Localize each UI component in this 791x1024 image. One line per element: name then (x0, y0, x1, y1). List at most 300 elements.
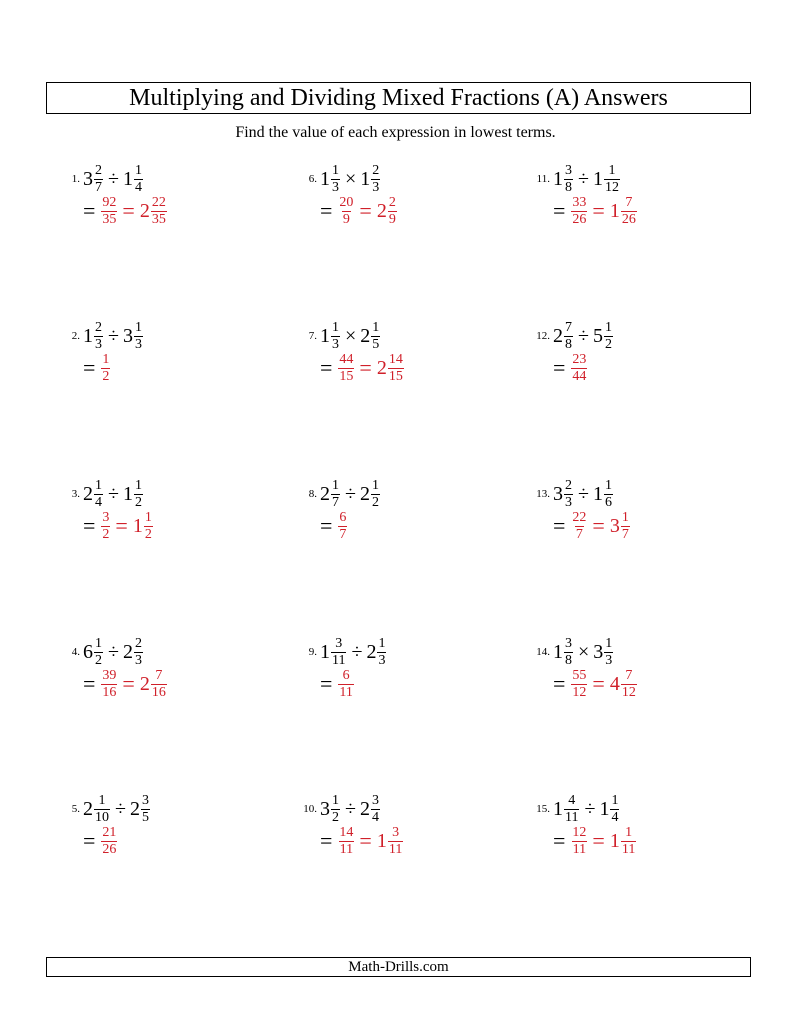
whole-number: 1 (83, 325, 93, 347)
whole-number: 1 (592, 168, 603, 190)
fraction (141, 794, 150, 825)
problem-expression (532, 320, 742, 352)
fraction (338, 669, 353, 700)
fraction (604, 637, 613, 668)
numerator: 14 (339, 824, 354, 840)
fraction (338, 353, 354, 384)
whole-number: 3 (83, 168, 93, 190)
operator: × (578, 641, 590, 663)
fraction (377, 637, 386, 668)
denominator: 6 (604, 494, 612, 510)
mixed-whole: 2 (376, 357, 387, 379)
problem-item (62, 636, 272, 700)
fraction (94, 794, 110, 825)
fraction (338, 511, 347, 542)
fraction (571, 669, 587, 700)
numerator: 3 (102, 509, 110, 525)
problem-number: 13. (536, 488, 550, 500)
problem-number: 8. (308, 488, 317, 500)
numerator: 1 (95, 635, 102, 651)
equals-sign: = (359, 355, 372, 380)
denominator: 4 (95, 494, 102, 510)
problem-item (532, 793, 742, 857)
denominator: 12 (572, 684, 587, 700)
problem-expression (299, 636, 509, 668)
equals-sign: = (83, 671, 96, 696)
fraction (621, 826, 636, 857)
operator: ÷ (578, 325, 589, 347)
fraction (371, 164, 380, 195)
numerator: 1 (134, 162, 142, 178)
whole-number: 2 (83, 483, 93, 505)
problem-answer (553, 668, 742, 700)
problem-answer (83, 668, 272, 700)
denominator: 8 (565, 179, 572, 195)
fraction (388, 196, 397, 227)
fraction (621, 511, 630, 542)
denominator: 2 (371, 494, 379, 510)
whole-number: 1 (360, 168, 371, 190)
fraction (571, 196, 587, 227)
denominator: 15 (339, 368, 354, 384)
fraction (101, 353, 110, 384)
whole-number: 1 (553, 641, 563, 663)
equals-sign: = (83, 828, 96, 853)
numerator: 1 (625, 824, 633, 840)
whole-number: 6 (83, 641, 93, 663)
fraction (338, 196, 354, 227)
denominator: 5 (141, 809, 149, 825)
fraction (134, 321, 143, 352)
denominator: 7 (575, 526, 583, 542)
numerator: 7 (625, 667, 633, 683)
fraction (564, 164, 573, 195)
fraction (101, 669, 117, 700)
problem-number: 6. (308, 173, 317, 185)
problem-expression (299, 163, 509, 195)
numerator: 1 (332, 792, 339, 808)
operator: ÷ (584, 798, 596, 820)
fraction (94, 637, 103, 668)
equals-sign: = (592, 671, 605, 696)
mixed-whole: 1 (132, 515, 143, 537)
equals-sign: = (553, 198, 566, 223)
problem-answer (320, 352, 509, 384)
equals-sign: = (592, 198, 605, 223)
problem-number: 14. (536, 646, 550, 658)
problem-item (299, 636, 509, 700)
equals-sign: = (83, 513, 96, 538)
numerator: 3 (565, 635, 572, 651)
fraction (621, 669, 637, 700)
equals-sign: = (320, 198, 333, 223)
operator: ÷ (351, 641, 363, 663)
fraction (331, 794, 340, 825)
numerator: 1 (144, 509, 152, 525)
numerator: 3 (565, 162, 572, 178)
fraction (371, 321, 380, 352)
fraction (331, 479, 340, 510)
denominator: 8 (565, 336, 572, 352)
fraction (571, 353, 587, 384)
problem-expression (62, 636, 272, 668)
fraction (571, 511, 587, 542)
denominator: 12 (604, 179, 619, 195)
numerator: 22 (151, 194, 166, 210)
numerator: 3 (371, 792, 379, 808)
numerator: 22 (572, 509, 587, 525)
equals-sign: = (83, 198, 96, 223)
numerator: 21 (102, 824, 117, 840)
equals-sign: = (592, 513, 605, 538)
mixed-whole: 2 (139, 673, 150, 695)
fraction (101, 826, 117, 857)
equals-sign: = (122, 671, 135, 696)
denominator: 11 (565, 809, 579, 825)
problem-expression (299, 478, 509, 510)
denominator: 3 (378, 652, 386, 668)
denominator: 7 (332, 494, 339, 510)
problem-number: 10. (303, 803, 317, 815)
whole-number: 2 (366, 641, 377, 663)
denominator: 2 (332, 809, 339, 825)
denominator: 2 (604, 336, 612, 352)
problem-expression (532, 793, 742, 825)
problem-answer (83, 510, 272, 542)
numerator: 1 (102, 351, 110, 367)
denominator: 26 (621, 211, 636, 227)
whole-number: 3 (593, 641, 604, 663)
problem-expression (62, 320, 272, 352)
problem-answer (320, 195, 509, 227)
numerator: 2 (388, 194, 396, 210)
numerator: 7 (625, 194, 633, 210)
numerator: 1 (371, 477, 379, 493)
operator: ÷ (108, 168, 119, 190)
whole-number: 5 (592, 325, 603, 347)
denominator: 4 (134, 179, 142, 195)
problem-expression (532, 478, 742, 510)
numerator: 39 (102, 667, 117, 683)
fraction (604, 164, 620, 195)
numerator: 12 (572, 824, 587, 840)
numerator: 1 (332, 319, 339, 335)
problem-item (299, 478, 509, 542)
denominator: 26 (102, 841, 117, 857)
fraction (571, 826, 587, 857)
denominator: 35 (102, 211, 117, 227)
whole-number: 1 (122, 168, 133, 190)
numerator: 1 (604, 477, 612, 493)
whole-number: 2 (553, 325, 563, 347)
fraction (144, 511, 153, 542)
operator: ÷ (345, 483, 356, 505)
numerator: 1 (98, 792, 106, 808)
numerator: 1 (134, 477, 142, 493)
fraction (134, 479, 143, 510)
numerator: 1 (372, 319, 380, 335)
problem-expression (62, 478, 272, 510)
denominator: 11 (339, 841, 354, 857)
problem-expression (62, 163, 272, 195)
operator: ÷ (108, 483, 119, 505)
numerator: 3 (392, 824, 400, 840)
operator: ÷ (578, 483, 589, 505)
fraction (94, 479, 103, 510)
problem-number: 9. (308, 646, 317, 658)
fraction (101, 196, 117, 227)
fraction (331, 321, 340, 352)
denominator: 3 (134, 336, 142, 352)
numerator: 44 (339, 351, 354, 367)
problem-answer (83, 352, 272, 384)
denominator: 11 (388, 841, 403, 857)
denominator: 3 (332, 336, 339, 352)
numerator: 33 (572, 194, 587, 210)
problem-answer (320, 510, 509, 542)
mixed-whole: 1 (609, 830, 620, 852)
fraction (564, 637, 573, 668)
operator: ÷ (115, 798, 126, 820)
denominator: 5 (372, 336, 380, 352)
fraction (621, 196, 637, 227)
whole-number: 2 (83, 798, 93, 820)
denominator: 2 (134, 494, 142, 510)
equals-sign: = (320, 513, 333, 538)
mixed-whole: 4 (609, 673, 620, 695)
operator: ÷ (108, 325, 119, 347)
numerator: 20 (339, 194, 354, 210)
denominator: 44 (572, 368, 587, 384)
fraction (101, 511, 110, 542)
mixed-whole: 1 (376, 830, 387, 852)
equals-sign: = (553, 828, 566, 853)
problem-answer (83, 825, 272, 857)
whole-number: 2 (360, 325, 371, 347)
equals-sign: = (553, 671, 566, 696)
problem-item (532, 163, 742, 227)
denominator: 3 (134, 652, 142, 668)
numerator: 1 (332, 477, 339, 493)
equals-sign: = (115, 513, 128, 538)
denominator: 4 (611, 809, 619, 825)
denominator: 12 (621, 684, 636, 700)
numerator: 1 (611, 792, 619, 808)
equals-sign: = (359, 828, 372, 853)
fraction (564, 479, 573, 510)
whole-number: 3 (122, 325, 133, 347)
whole-number: 2 (359, 798, 370, 820)
denominator: 35 (151, 211, 166, 227)
problem-expression (299, 793, 509, 825)
whole-number: 2 (320, 483, 330, 505)
numerator: 6 (339, 509, 347, 525)
whole-number: 3 (553, 483, 563, 505)
problem-expression (532, 163, 742, 195)
mixed-whole: 1 (609, 200, 620, 222)
whole-number: 1 (320, 641, 330, 663)
problem-item (299, 320, 509, 384)
problem-answer (553, 825, 742, 857)
problem-number: 4. (71, 646, 80, 658)
equals-sign: = (553, 513, 566, 538)
problem-number: 5. (71, 803, 80, 815)
fraction (331, 164, 340, 195)
footer: Math-Drills.com (46, 957, 751, 977)
mixed-whole: 3 (609, 515, 620, 537)
problem-item (62, 478, 272, 542)
fraction (338, 826, 354, 857)
instructions: Find the value of each expression in lowest terms. (235, 124, 556, 141)
problem-number: 2. (71, 330, 80, 342)
whole-number: 1 (320, 325, 330, 347)
numerator: 3 (335, 635, 343, 651)
denominator: 8 (565, 652, 572, 668)
problem-number: 15. (536, 803, 550, 815)
denominator: 2 (144, 526, 152, 542)
whole-number: 1 (592, 483, 603, 505)
fraction (604, 479, 613, 510)
denominator: 9 (388, 211, 396, 227)
numerator: 1 (378, 635, 386, 651)
numerator: 4 (568, 792, 576, 808)
numerator: 2 (134, 635, 142, 651)
denominator: 3 (95, 336, 102, 352)
numerator: 2 (565, 477, 572, 493)
problem-expression (532, 636, 742, 668)
problem-number: 7. (308, 330, 317, 342)
equals-sign: = (320, 828, 333, 853)
fraction (604, 321, 613, 352)
denominator: 3 (565, 494, 572, 510)
denominator: 4 (371, 809, 379, 825)
problem-answer (553, 195, 742, 227)
operator: × (345, 168, 357, 190)
numerator: 2 (95, 162, 102, 178)
denominator: 3 (372, 179, 380, 195)
fraction (564, 321, 573, 352)
problem-item (299, 793, 509, 857)
denominator: 11 (621, 841, 636, 857)
numerator: 55 (572, 667, 587, 683)
numerator: 92 (102, 194, 117, 210)
problem-item (62, 793, 272, 857)
problem-item (299, 163, 509, 227)
whole-number: 3 (320, 798, 330, 820)
whole-number: 2 (359, 483, 370, 505)
operator: ÷ (345, 798, 356, 820)
denominator: 26 (572, 211, 587, 227)
numerator: 3 (141, 792, 149, 808)
problem-expression (299, 320, 509, 352)
denominator: 11 (332, 652, 346, 668)
problem-expression (62, 793, 272, 825)
problem-answer (553, 352, 742, 384)
numerator: 1 (95, 477, 102, 493)
denominator: 16 (102, 684, 117, 700)
whole-number: 1 (553, 168, 563, 190)
whole-number: 1 (553, 798, 563, 820)
denominator: 7 (339, 526, 347, 542)
fraction (134, 637, 143, 668)
denominator: 15 (388, 368, 403, 384)
fraction (388, 826, 403, 857)
numerator: 14 (388, 351, 403, 367)
problem-item (532, 478, 742, 542)
operator: ÷ (108, 641, 119, 663)
numerator: 1 (608, 162, 616, 178)
fraction (610, 794, 619, 825)
fraction (331, 637, 346, 668)
numerator: 1 (605, 635, 613, 651)
fraction (94, 164, 103, 195)
numerator: 7 (155, 667, 163, 683)
equals-sign: = (122, 198, 135, 223)
fraction (94, 321, 103, 352)
denominator: 2 (102, 526, 110, 542)
numerator: 2 (372, 162, 380, 178)
mixed-whole: 2 (376, 200, 387, 222)
numerator: 6 (342, 667, 350, 683)
fraction (564, 794, 579, 825)
problem-item (62, 320, 272, 384)
equals-sign: = (320, 671, 333, 696)
denominator: 3 (332, 179, 339, 195)
operator: ÷ (578, 168, 589, 190)
numerator: 1 (604, 319, 612, 335)
fraction (388, 353, 404, 384)
denominator: 16 (151, 684, 166, 700)
denominator: 7 (95, 179, 102, 195)
equals-sign: = (320, 355, 333, 380)
denominator: 2 (102, 368, 110, 384)
fraction (371, 794, 380, 825)
worksheet-title: Multiplying and Dividing Mixed Fractions (A) Answers (46, 82, 751, 114)
problem-item (532, 320, 742, 384)
fraction (371, 479, 380, 510)
operator: × (345, 325, 357, 347)
denominator: 11 (572, 841, 587, 857)
problem-item (532, 636, 742, 700)
problem-number: 1. (71, 173, 80, 185)
denominator: 10 (95, 809, 109, 825)
denominator: 7 (621, 526, 629, 542)
equals-sign: = (83, 355, 96, 380)
denominator: 3 (605, 652, 613, 668)
whole-number: 1 (599, 798, 610, 820)
numerator: 1 (134, 319, 142, 335)
whole-number: 1 (320, 168, 330, 190)
equals-sign: = (359, 198, 372, 223)
equals-sign: = (553, 355, 566, 380)
numerator: 1 (332, 162, 339, 178)
problem-number: 12. (536, 330, 550, 342)
whole-number: 2 (129, 798, 140, 820)
whole-number: 1 (122, 483, 133, 505)
numerator: 1 (621, 509, 629, 525)
numerator: 23 (572, 351, 587, 367)
problem-answer (320, 668, 509, 700)
problem-answer (83, 195, 272, 227)
problem-item (62, 163, 272, 227)
denominator: 9 (342, 211, 350, 227)
fraction (151, 669, 167, 700)
mixed-whole: 2 (139, 200, 150, 222)
numerator: 2 (95, 319, 102, 335)
problem-number: 11. (536, 173, 550, 185)
denominator: 2 (95, 652, 102, 668)
denominator: 11 (339, 684, 353, 700)
